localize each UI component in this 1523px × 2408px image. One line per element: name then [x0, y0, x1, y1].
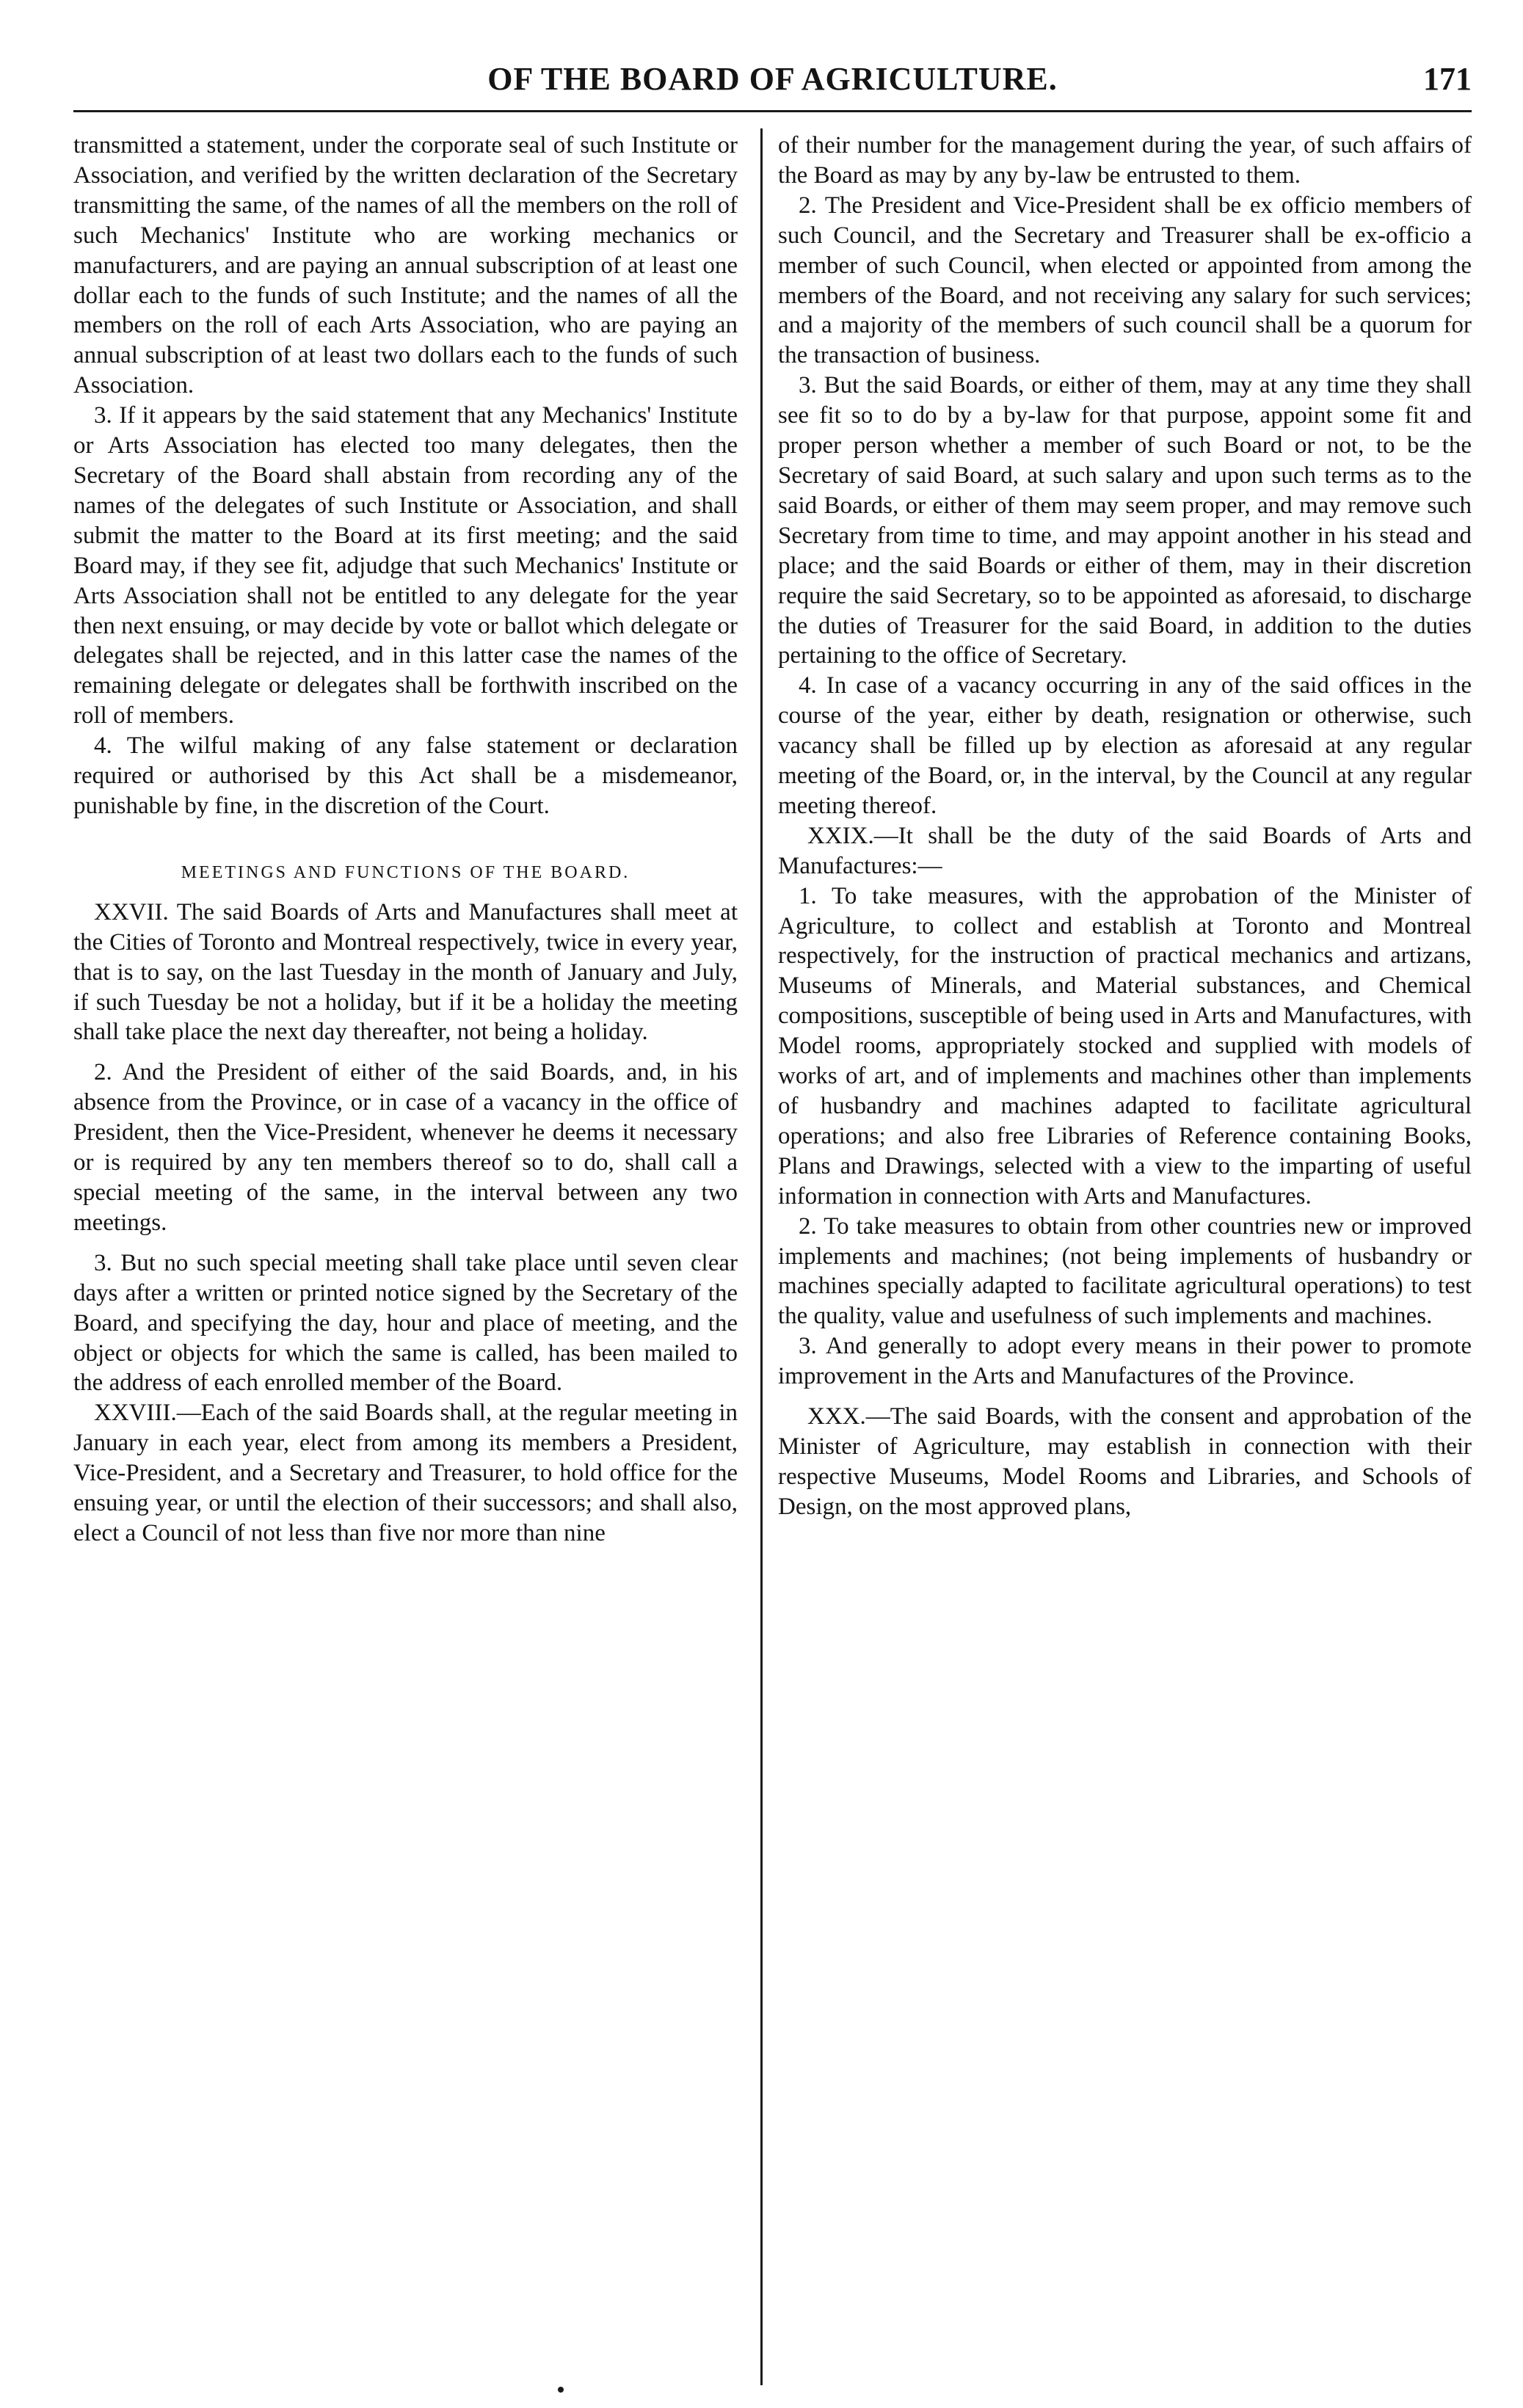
paragraph: of their number for the management during the year, of such affairs of the Board as may by any by-law be entrusted to them.: [778, 132, 1472, 189]
right-column: [778, 131, 1472, 1522]
paragraph: XXIX.—It shall be the duty of the said Boards of Arts and Manufactures:—: [778, 822, 1472, 879]
paragraph: 2. And the President of either of the said Boards, and, in his absence from the Province, or in case of a vacancy in the office of President, then the Vice-President, whenever he deems it necessary or is required by any ten members thereof so to do, shall call a special meeting of the same, in the interval between any two meetings.: [73, 1059, 738, 1236]
page-running-title: OF THE BOARD OF AGRICULTURE.: [487, 61, 1058, 97]
paragraph: XXVIII.—Each of the said Boards shall, at the regular meeting in January in each year, elect from among its members a President, Vice-President, and a Secretary and Treasurer, to hold office for the ensuing year, or until the election of their successors; and shall also, elect a Council of not less than five nor more than nine: [73, 1400, 738, 1546]
column-divider: [760, 128, 763, 2385]
paragraph: 3. And generally to adopt every means in their power to promote improvement in the Arts and Manufactures of the Province.: [778, 1333, 1472, 1390]
header-rule: [73, 110, 1472, 112]
running-header: [73, 60, 1472, 104]
paragraph: 3. If it appears by the said statement that any Mechanics' Institute or Arts Association has elected too many delegates, then the Secretary of the Board shall abstain from recording any of the names of the delegates of such Institute or Association, and shall submit the matter to the Board at its first meeting; and the said Board may, if they see fit, adjudge that such Mechanics' Institute or Arts Association shall not be entitled to any delegate for the year then next ensuing, or may decide by vote or ballot which delegate or delegates shall be rejected, and in this latter case the names of the remaining delegate or delegates shall be forthwith inscribed on the roll of members.: [73, 402, 738, 730]
paragraph: 4. In case of a vacancy occurring in any of the said offices in the course of the year, either by death, resignation or otherwise, such vacancy shall be filled up by election as aforesaid at any regular meeting of the Board, or, in the interval, by the Council at any regular meeting thereof.: [778, 672, 1472, 819]
paragraph: 2. The President and Vice-President shall be ex officio members of such Council, and the Secretary and Treasurer shall be ex-officio a member of such Council, when elected or appointed from among the members of the Board, and not receiving any salary for such services; and a majority of the members of such council shall be a quorum for the transaction of business.: [778, 192, 1472, 369]
paragraph: XXX.—The said Boards, with the consent and approbation of the Minister of Agriculture, may establish in connection with their respective Museums, Model Rooms and Libraries, and Schools of Design, on the most approved plans,: [778, 1403, 1472, 1520]
paragraph: 4. The wilful making of any false statement or declaration required or authorised by this Act shall be a misdemeanor, punishable by fine, in the discretion of the Court.: [73, 732, 738, 819]
page-number: 171: [1423, 61, 1472, 97]
paragraph: 3. But no such special meeting shall take place until seven clear days after a written or printed notice signed by the Secretary of the Board, and specifying the day, hour and place of meeting, and the object or objects for which the same is called, has been mailed to the address of each enrolled member of the Board.: [73, 1249, 738, 1397]
ink-dot: [558, 2387, 564, 2393]
paragraph: transmitted a statement, under the corporate seal of such Institute or Association, and verified by the written declaration of the Secretary transmitting the same, of the names of all the members on the roll of such Mechanics' Institute who are working mechanics or manufacturers, and are paying an annual subscription of at least one dollar each to the funds of such Institute; and the names of all the members on the roll of each Arts Association, who are paying an annual subscription of at least two dollars each to the funds of such Association.: [73, 132, 738, 399]
left-column: [73, 131, 738, 1549]
paragraph: 1. To take measures, with the approbation of the Minister of Agriculture, to collect and establish at Toronto and Montreal respectively, for the instruction of practical mechanics and artizans, Museums of Minerals, and Material substances, and Chemical compositions, susceptible of being used in Arts and Manufactures, with Model rooms, appropriately stocked and supplied with models of works of art, and of implements and machines other than implements of husbandry and machines adapted to facilitate agricultural operations; and also free Libraries of Reference containing Books, Plans and Drawings, selected with a view to the imparting of useful information in connection with Arts and Manufactures.: [778, 882, 1472, 1210]
paragraph: XXVII. The said Boards of Arts and Manufactures shall meet at the Cities of Toronto and Montreal respectively, twice in every year, that is to say, on the last Tuesday in the month of January and July, if such Tuesday be not a holiday, but if it be a holiday the meeting shall take place the next day thereafter, not being a holiday.: [73, 898, 738, 1046]
paragraph: 3. But the said Boards, or either of them, may at any time they shall see fit so to do by a by-law for that purpose, appoint some fit and proper person whether a member of such Board or not, to be the Secretary of said Board, at such salary and upon such terms as to the said Boards, or either of them may seem proper, and may remove such Secretary from time to time, and may appoint another in his stead and place; and the said Boards or either of them, may in their discretion require the said Secretary, so to be appointed as aforesaid, to discharge the duties of Treasurer for the said Board, in addition to the duties pertaining to the office of Secretary.: [778, 372, 1472, 669]
section-heading: MEETINGS AND FUNCTIONS OF THE BOARD.: [181, 862, 630, 882]
paragraph: 2. To take measures to obtain from other countries new or improved implements and machines; (not being implements of husbandry or machines specially adapted to facilitate agricultural operations) to test the quality, value and usefulness of such implements and machines.: [778, 1212, 1472, 1330]
